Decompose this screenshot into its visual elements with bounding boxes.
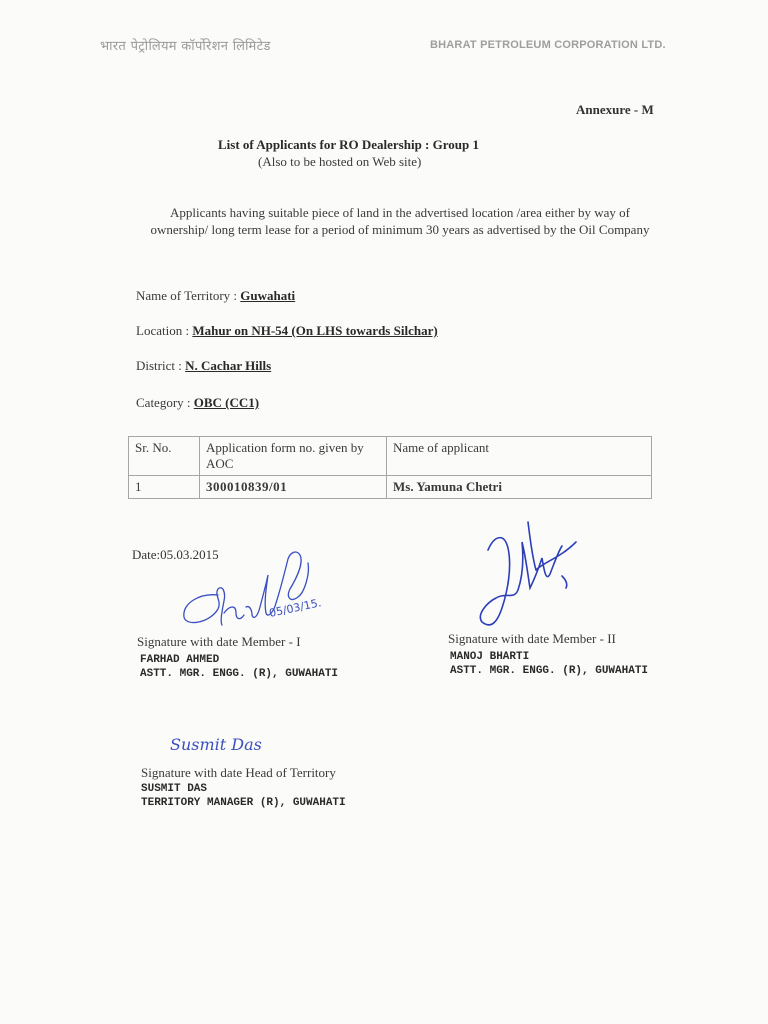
annexure-label: Annexure - M (576, 102, 654, 117)
category-value: OBC (CC1) (193, 395, 260, 410)
member2-signature-label: Signature with date Member - II (448, 631, 616, 646)
category-field (136, 395, 259, 411)
territory-value: Guwahati (240, 288, 296, 303)
member1-designation: ASTT. MGR. ENGG. (R), GUWAHATI (140, 668, 339, 680)
cell-sr-no: 1 (129, 476, 200, 499)
head-designation: TERRITORY MANAGER (R), GUWAHATI (141, 797, 346, 809)
location-field (136, 323, 438, 339)
description-paragraph: Applicants having suitable piece of land in the advertised location /area either by way of ownership/ long term lease for a period of minimum 30 years as advertised by the Oil Company (150, 205, 650, 237)
cell-applicant-name: Ms. Yamuna Chetri (387, 476, 652, 499)
district-label: District : (136, 358, 182, 373)
cell-form-no: 300010839/01 (200, 476, 387, 499)
header-sr-no: Sr. No. (129, 437, 200, 476)
member2-signature (474, 518, 584, 638)
applicants-table (128, 436, 652, 499)
territory-label: Name of Territory : (136, 288, 238, 303)
head-signature-text: Susmit Das (170, 735, 262, 754)
document-title: List of Applicants for RO Dealership : Group 1 (218, 137, 479, 152)
head-signature (168, 728, 288, 764)
member2-name: MANOJ BHARTI (450, 651, 530, 663)
head-name: SUSMIT DAS (141, 783, 208, 795)
member2-details (450, 650, 648, 678)
table-header-row (129, 437, 652, 476)
letterhead-hindi: भारत पेट्रोलियम कॉर्पोरेशन लिमिटेड (100, 39, 271, 54)
territory-field (136, 288, 295, 304)
head-signature-label: Signature with date Head of Territory (141, 765, 336, 780)
district-field (136, 358, 271, 374)
document-date: Date:05.03.2015 (132, 547, 219, 562)
member1-signature (170, 545, 330, 635)
location-label: Location : (136, 323, 190, 338)
member1-signature-label: Signature with date Member - I (137, 634, 301, 649)
document-subtitle: (Also to be hosted on Web site) (258, 154, 422, 169)
category-label: Category : (136, 395, 191, 410)
member1-name: FARHAD AHMED (140, 654, 220, 666)
member2-designation: ASTT. MGR. ENGG. (R), GUWAHATI (450, 665, 649, 677)
member1-details (140, 653, 338, 681)
header-form-no: Application form no. given by AOC (200, 437, 387, 476)
header-applicant-name: Name of applicant (387, 437, 652, 476)
location-value: Mahur on NH-54 (On LHS towards Silchar) (192, 323, 438, 338)
district-value: N. Cachar Hills (185, 358, 272, 373)
table-row (129, 476, 652, 499)
member1-signature-date: 05/03/15. (267, 596, 323, 620)
head-details (141, 782, 346, 810)
letterhead-english: BHARAT PETROLEUM CORPORATION LTD. (430, 39, 666, 51)
